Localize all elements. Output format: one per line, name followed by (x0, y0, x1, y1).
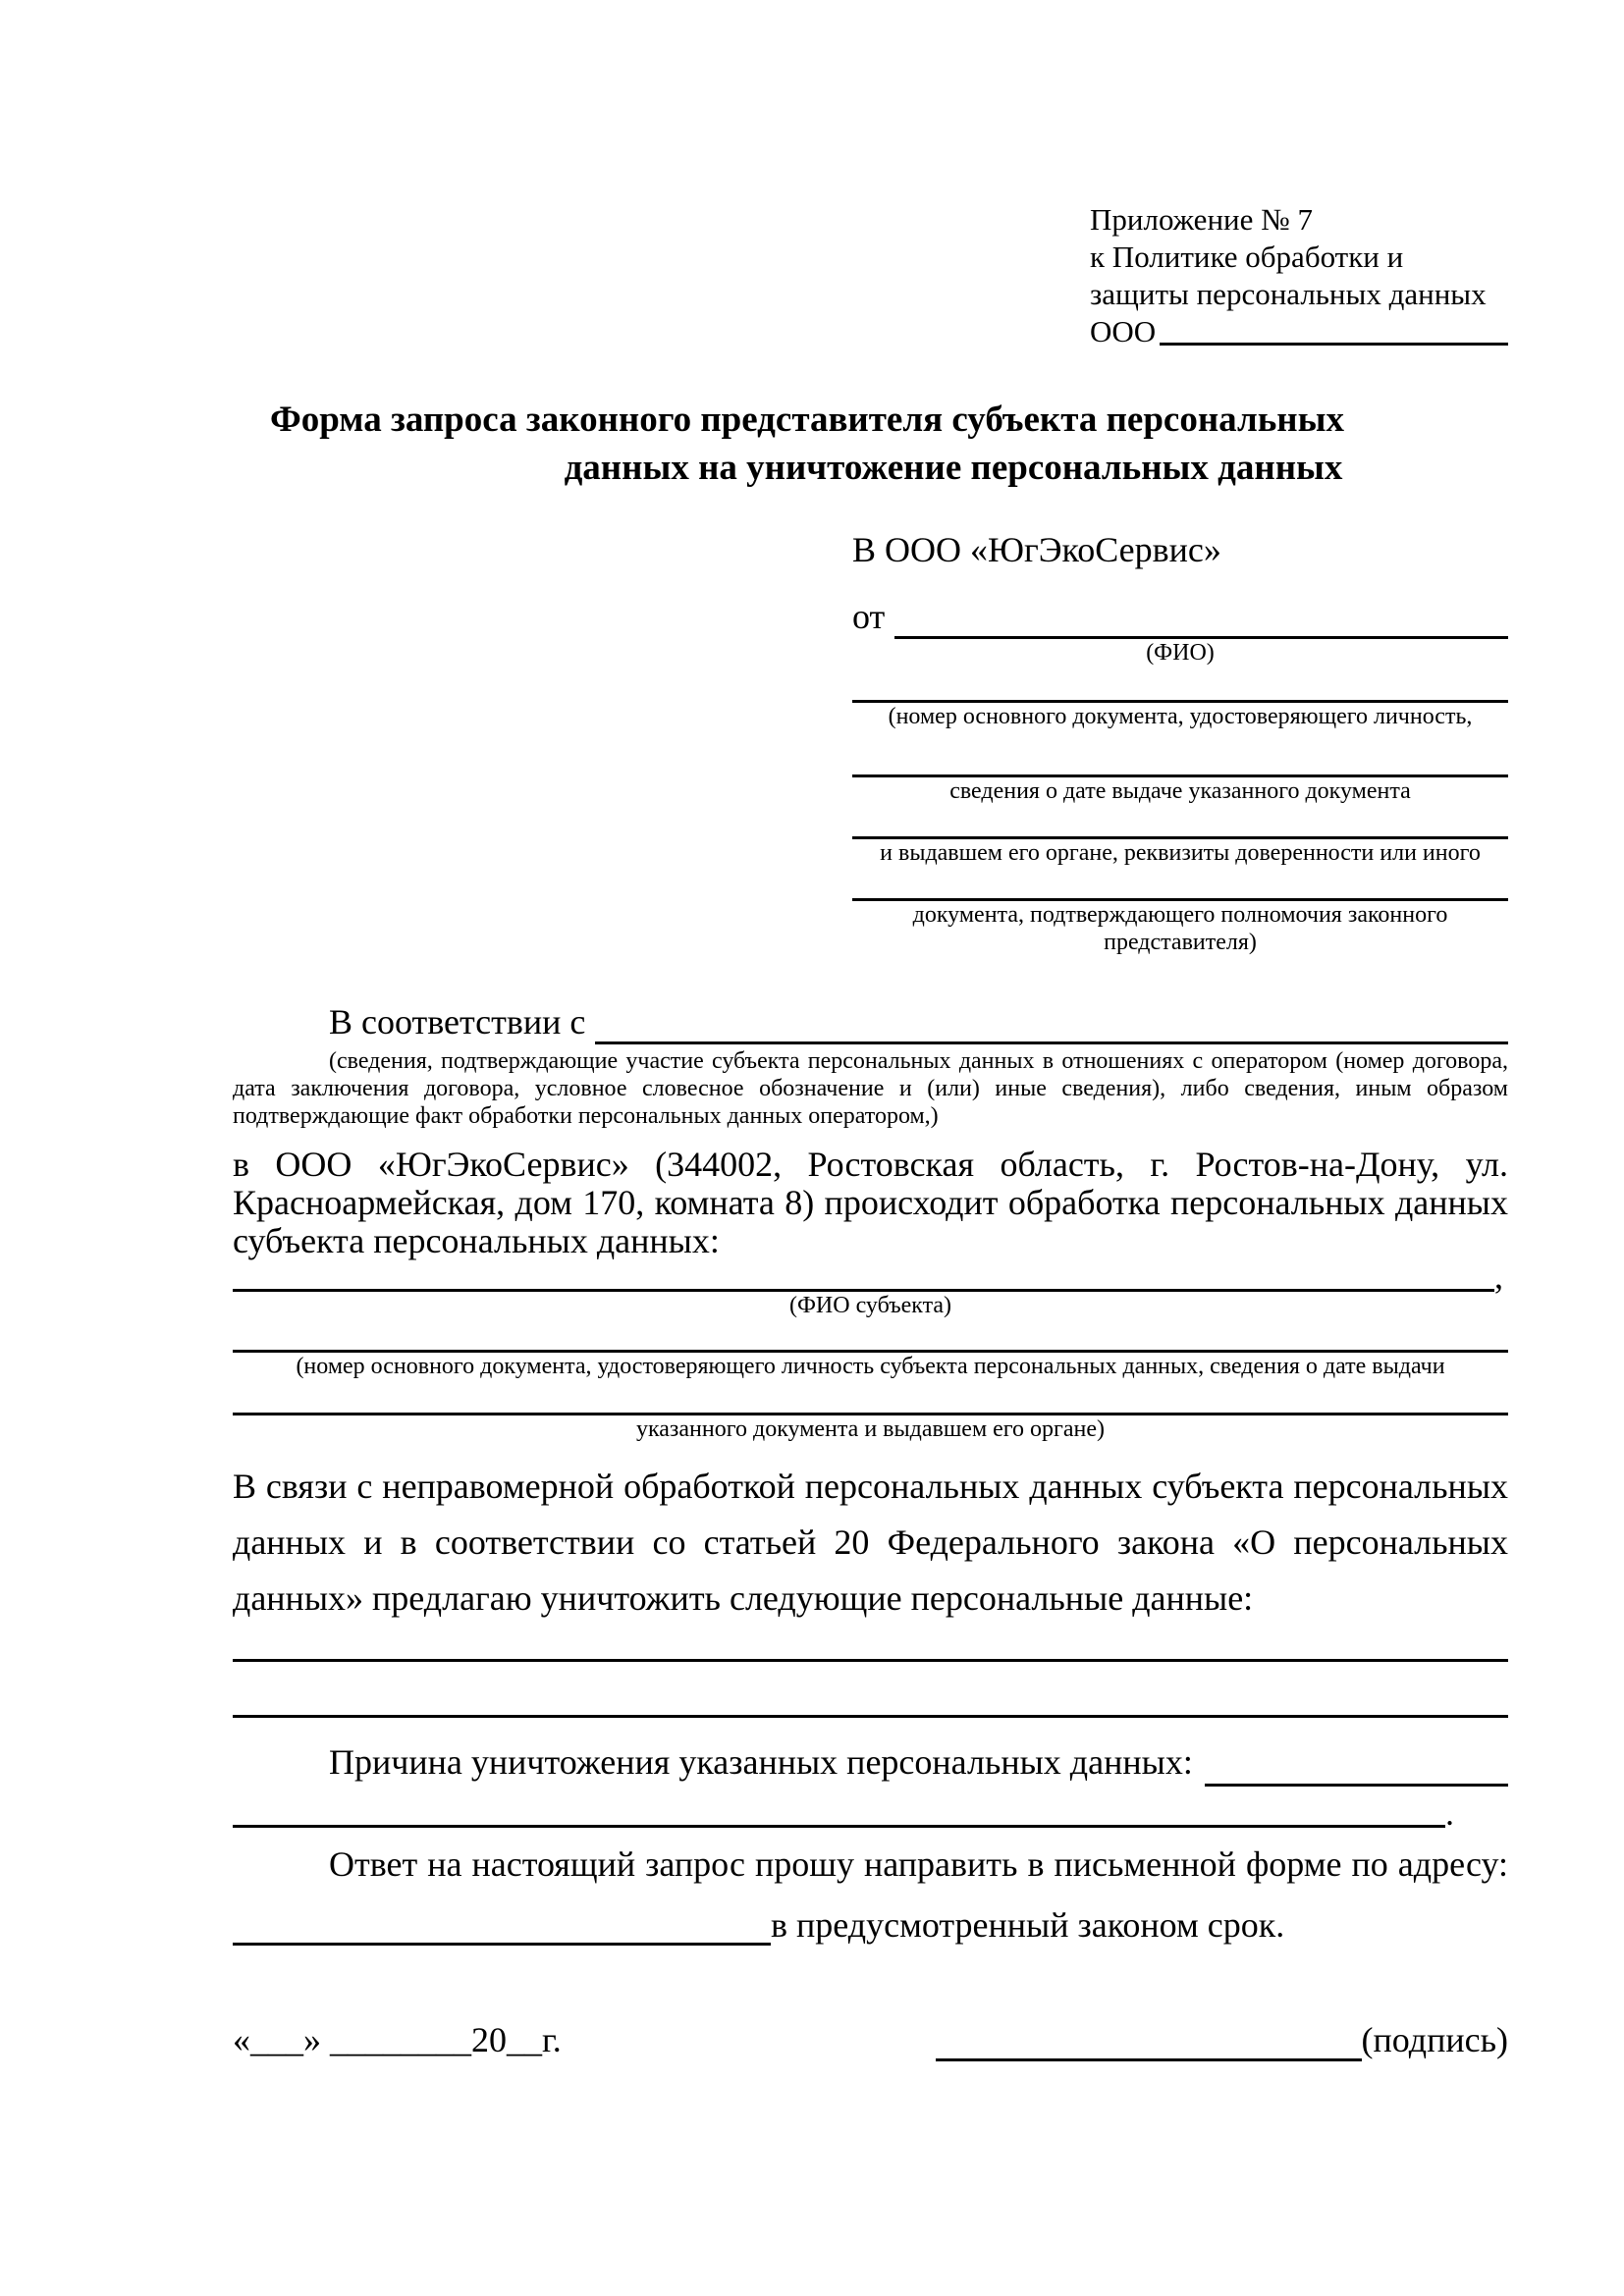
from-label: от (852, 597, 886, 636)
company-name-blank (1160, 313, 1508, 346)
from-name-blank (894, 596, 1508, 639)
trailing-period: . (1445, 1793, 1454, 1833)
reason-label: Причина уничтожения указанных персональных данных: (329, 1742, 1193, 1782)
data-to-destroy-blank-2 (233, 1662, 1508, 1718)
subject-document-caption-1: (номер основного документа, удостоверяющего личность субъекта персональных данных, сведения о дате выдачи (296, 1354, 1445, 1379)
appendix-block (1090, 201, 1508, 350)
fio-caption: (ФИО) (1146, 640, 1215, 666)
title-line-2: данных на уничтожение персональных данных (564, 448, 1343, 488)
signature-caption: (подпись) (1361, 2020, 1508, 2059)
subject-fio-row (233, 1256, 1508, 1296)
power-of-attorney-caption: документа, подтверждающего полномочия законного представителя) (912, 902, 1448, 955)
issuing-authority-blank (852, 805, 1508, 839)
issuing-authority-caption: и выдавшем его органе, реквизиты доверенности или иного (880, 840, 1481, 866)
appendix-line: защиты персональных данных (1090, 277, 1487, 311)
appendix-line: Приложение № 7 (1090, 202, 1313, 237)
operator-paragraph: в ООО «ЮгЭкоСервис» (344002, Ростовская область, г. Ростов-на-Дону, ул. Красноармейская, дом 170, комната 8) происходит обработка персональных данных субъекта персональных данных: (233, 1145, 1508, 1260)
recipient-block (852, 529, 1508, 956)
appendix-line: к Политике обработки и (1090, 240, 1404, 274)
footer-row (233, 2018, 1508, 2061)
reply-address-row (233, 1901, 1508, 1946)
date-line: «___» ________20__г. (233, 2020, 562, 2059)
reply-address-blank (233, 1904, 771, 1946)
data-to-destroy-blank-1 (233, 1627, 1508, 1662)
company-prefix: ООО (1090, 314, 1157, 348)
accordance-label: В соответствии с (329, 1002, 586, 1041)
accordance-note: (сведения, подтверждающие участие субъекта персональных данных в отношениях с оператором (номер договора, дата заключения договора, условное словесное обозначение и (или) иные сведения), либо сведения, иным образом подтверждающие факт обработки персональных данных оператором,) (233, 1048, 1508, 1129)
power-of-attorney-blank (852, 867, 1508, 901)
reason-continuation-row (233, 1787, 1454, 1833)
recipient-to: В ООО «ЮгЭкоСервис» (852, 530, 1221, 569)
subject-document-blank-2 (233, 1380, 1508, 1415)
appendix-company-row (1090, 313, 1508, 350)
document-number-caption: (номер основного документа, удостоверяющего личность, (888, 704, 1473, 729)
subject-fio-caption: (ФИО субъекта) (788, 1293, 952, 1318)
signature-group (936, 2018, 1508, 2061)
document-title (233, 396, 1508, 492)
reason-blank (1205, 1741, 1508, 1787)
reason-continuation-blank (233, 1825, 1445, 1828)
trailing-comma: , (1494, 1256, 1503, 1296)
reply-paragraph: Ответ на настоящий запрос прошу направить в письменной форме по адресу: (329, 1844, 1508, 1884)
subject-document-caption-2: указанного документа и выдавшем его органе) (635, 1416, 1106, 1442)
issue-date-caption: сведения о дате выдаче указанного документа (949, 778, 1411, 804)
accordance-row (233, 1001, 1508, 1044)
request-paragraph: В связи с неправомерной обработкой персональных данных субъекта персональных данных и в соответствии со статьей 20 Федерального закона «О персональных данных» предлагаю уничтожить следующие персональные данные: (233, 1467, 1508, 1618)
subject-document-blank-1 (233, 1319, 1508, 1353)
accordance-blank (595, 1001, 1508, 1044)
document-number-blank (852, 667, 1508, 703)
from-row (852, 596, 1508, 639)
reason-row (233, 1741, 1508, 1787)
reply-suffix: в предусмотренный законом срок. (771, 1905, 1285, 1945)
issue-date-blank (852, 730, 1508, 777)
signature-blank (936, 2022, 1362, 2061)
title-line-1: Форма запроса законного представителя субъекта персональных (269, 400, 1344, 440)
